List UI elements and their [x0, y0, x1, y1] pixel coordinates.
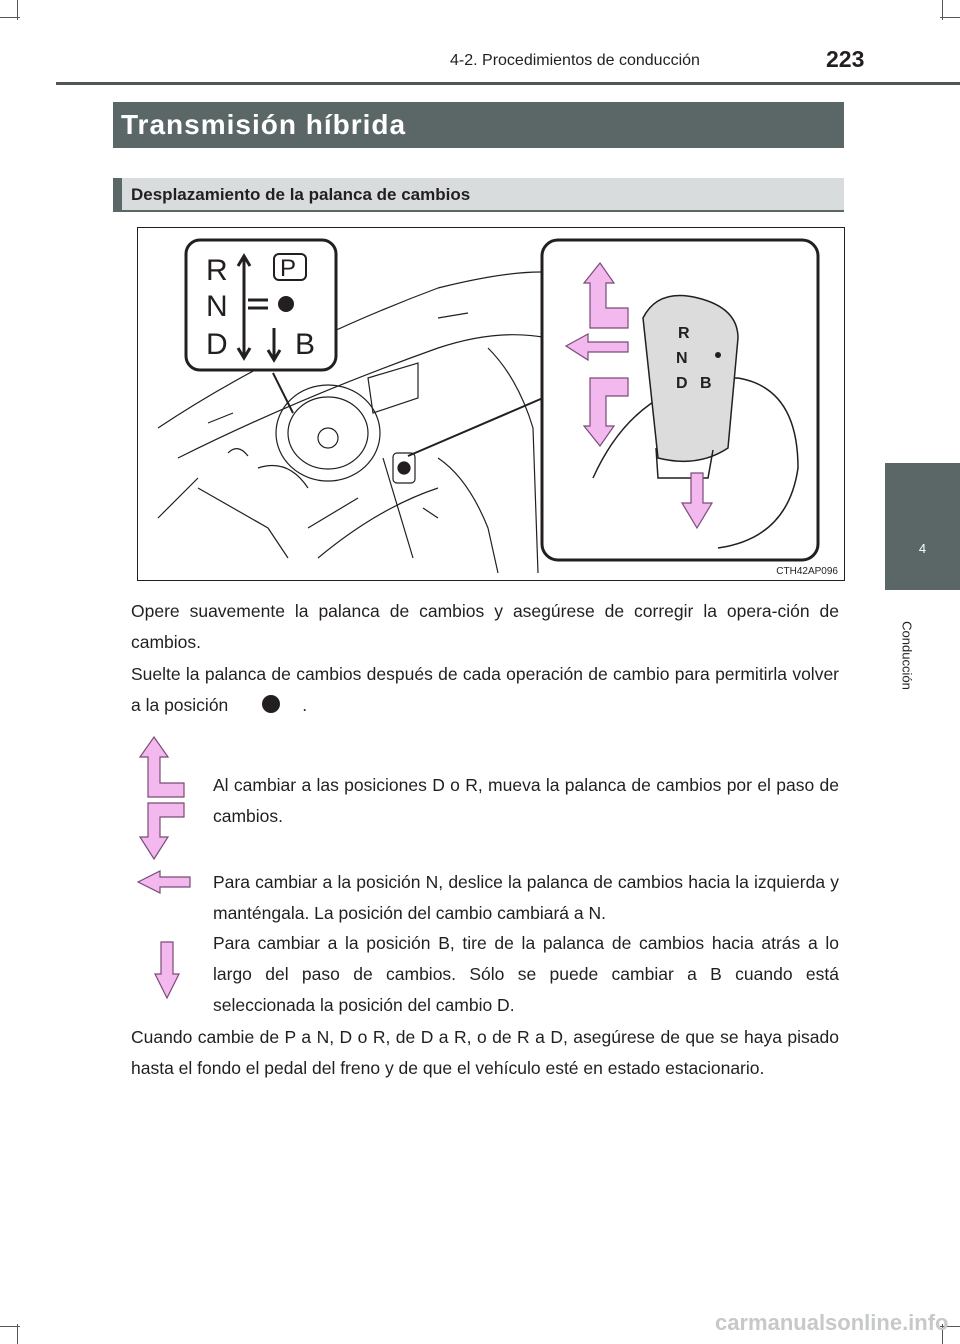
svg-text:B: B: [700, 375, 712, 392]
section-title: 4-2. Procedimientos de conducción: [450, 52, 700, 69]
gate-label-n: N: [206, 290, 228, 323]
item-1-text: Al cambiar a las posiciones D o R, mueva la palanca de cambios por el paso de cambios.: [213, 775, 839, 826]
paragraph-2: [131, 659, 839, 721]
crop-mark: [940, 17, 960, 18]
crop-mark: [17, 1324, 18, 1344]
down-arrow-icon: [154, 940, 180, 1000]
svg-text:D: D: [676, 375, 688, 392]
header-rule: [56, 82, 960, 85]
item-2-text: Para cambiar a la posición N, deslice la palanca de cambios hacia la izquierda y manténgala. La posición del cambio cambiará a N.: [213, 872, 839, 923]
figure-code: CTH42AP096: [776, 566, 838, 577]
gate-label-d: D: [206, 328, 228, 361]
neutral-dot-icon: [262, 695, 280, 713]
paragraph-2-text: Suelte la palanca de cambios después de cada operación de cambio para permitirla volver a la posición: [131, 664, 839, 715]
svg-text:N: N: [676, 350, 688, 367]
page-title: Transmisión híbrida: [121, 109, 407, 140]
paragraph-2-end: .: [302, 695, 308, 715]
gate-path-arrows-icon: [134, 735, 188, 861]
gate-label-r: R: [206, 254, 228, 287]
left-arrow-icon: [136, 869, 192, 895]
crop-mark: [17, 0, 18, 20]
chapter-label-box: [897, 600, 917, 710]
paragraph-3: Cuando cambie de P a N, D o R, de D a R, o de R a D, asegúrese de que se haya pisado hasta el fondo el pedal del freno y de que el vehículo esté en estado estacionario.: [131, 1027, 839, 1078]
subtitle-accent: [113, 178, 122, 210]
watermark: carmanualsonline.info: [715, 1310, 949, 1335]
crop-mark: [942, 0, 943, 20]
gate-label-p: P: [280, 255, 297, 282]
page-number: 223: [826, 46, 865, 72]
paragraph-1: Opere suavemente la palanca de cambios y asegúrese de corregir la opera-ción de cambios.: [131, 601, 839, 652]
title-bar: [113, 102, 844, 148]
subtitle: Desplazamiento de la palanca de cambios: [131, 185, 471, 204]
svg-text:R: R: [678, 325, 690, 342]
shift-lever-figure: [137, 227, 845, 581]
chapter-number: 4: [918, 541, 927, 556]
chapter-tab[interactable]: [885, 463, 960, 590]
dashboard-illustration: [138, 228, 844, 580]
chapter-label: Conducción: [899, 621, 915, 690]
item-3-text: Para cambiar a la posición B, tire de la palanca de cambios hacia atrás a lo largo del paso de cambios. Sólo se puede cambiar a B cuando está seleccionada la posición del cambio D.: [213, 933, 839, 1015]
subtitle-bar: [113, 178, 844, 212]
gate-label-b: B: [295, 328, 316, 361]
